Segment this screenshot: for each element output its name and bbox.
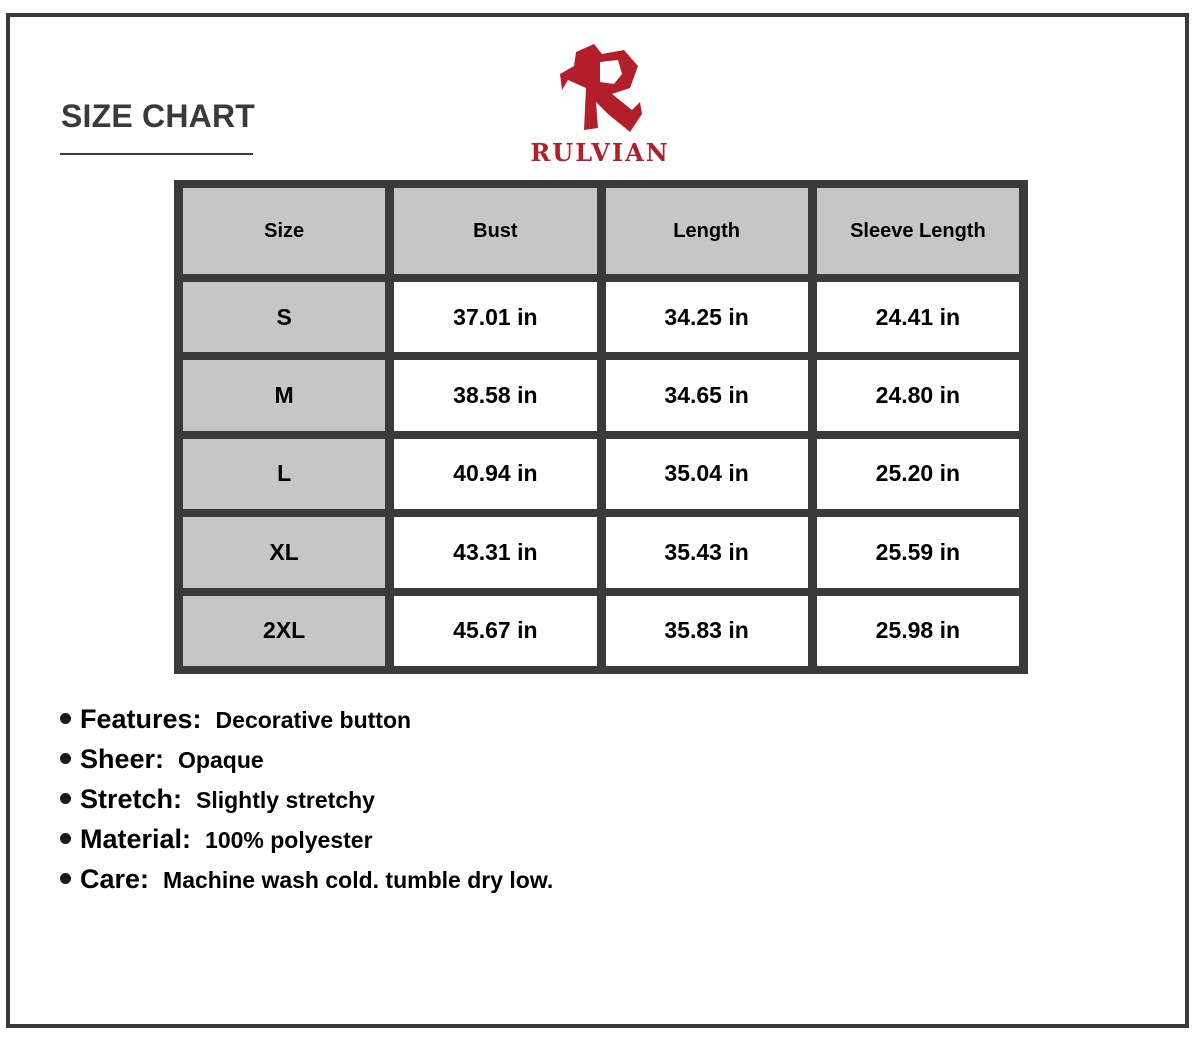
sleeve-length-cell: 24.41 in — [817, 282, 1019, 352]
length-cell: 35.83 in — [606, 596, 808, 666]
length-cell: 35.43 in — [606, 517, 808, 587]
column-header-bust: Bust — [394, 188, 596, 274]
table-header-row — [183, 188, 1019, 274]
table-row — [183, 596, 1019, 666]
sleeve-length-cell: 25.98 in — [817, 596, 1019, 666]
size-cell: M — [183, 360, 385, 430]
length-cell: 34.25 in — [606, 282, 808, 352]
brand-wordmark: RULVIAN — [530, 138, 670, 167]
bust-cell: 37.01 in — [394, 282, 596, 352]
length-cell: 35.04 in — [606, 439, 808, 509]
sleeve-length-cell: 25.59 in — [817, 517, 1019, 587]
bullet-icon — [60, 873, 71, 884]
size-cell: S — [183, 282, 385, 352]
feature-label: Care: — [80, 864, 150, 894]
table-row — [183, 282, 1019, 352]
feature-value: Opaque — [178, 747, 264, 773]
feature-label: Sheer: — [80, 744, 165, 774]
list-item — [60, 824, 553, 864]
column-header-sleeve-length: Sleeve Length — [817, 188, 1019, 274]
bust-cell: 38.58 in — [394, 360, 596, 430]
list-item — [60, 864, 553, 904]
feature-value: Decorative button — [215, 707, 412, 733]
feature-label: Features: — [80, 704, 202, 734]
brand-logo — [517, 40, 683, 170]
size-cell: 2XL — [183, 596, 385, 666]
page-title: SIZE CHART — [61, 98, 255, 134]
table-row — [183, 517, 1019, 587]
column-header-length: Length — [606, 188, 808, 274]
sleeve-length-cell: 25.20 in — [817, 439, 1019, 509]
list-item — [60, 784, 553, 824]
feature-value: 100% polyester — [205, 827, 373, 853]
feature-value: Slightly stretchy — [196, 787, 375, 813]
feature-label: Material: — [80, 824, 192, 854]
size-cell: XL — [183, 517, 385, 587]
list-item — [60, 704, 553, 744]
bullet-icon — [60, 793, 71, 804]
brand-r-icon — [560, 44, 642, 136]
feature-value: Machine wash cold. tumble dry low. — [163, 867, 554, 893]
table-row — [183, 360, 1019, 430]
bust-cell: 45.67 in — [394, 596, 596, 666]
bust-cell: 43.31 in — [394, 517, 596, 587]
size-chart-table — [174, 180, 1028, 674]
column-header-size: Size — [183, 188, 385, 274]
bullet-icon — [60, 713, 71, 724]
bullet-icon — [60, 833, 71, 844]
bullet-icon — [60, 753, 71, 764]
bust-cell: 40.94 in — [394, 439, 596, 509]
feature-label: Stretch: — [80, 784, 183, 814]
list-item — [60, 744, 553, 784]
title-underline — [60, 153, 253, 155]
sleeve-length-cell: 24.80 in — [817, 360, 1019, 430]
product-features-list — [60, 704, 553, 904]
length-cell: 34.65 in — [606, 360, 808, 430]
table-row — [183, 439, 1019, 509]
size-cell: L — [183, 439, 385, 509]
